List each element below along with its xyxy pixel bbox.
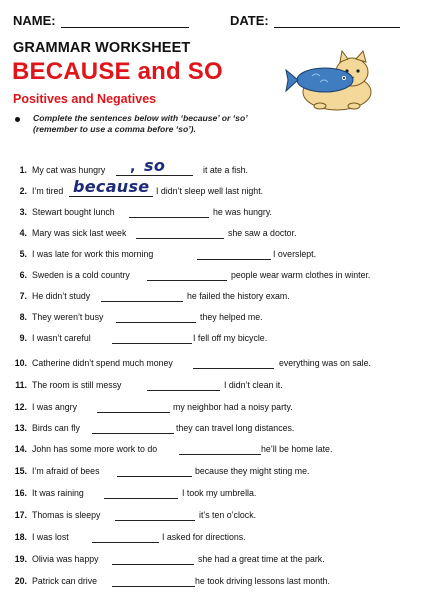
item-number: 3. [19,207,27,217]
sentence-part-1: I’m tired [32,186,64,196]
sentence-part-1: Stewart bought lunch [32,207,115,217]
sentence-part-1: I was lost [32,532,69,542]
sentence-part-1: Sweden is a cold country [32,270,130,280]
handwritten-comma: , [130,159,136,175]
sentence-part-1: Mary was sick last week [32,228,127,238]
exercise-item [0,228,427,242]
item-number: 10. [14,358,27,368]
instructions-line-2: (remember to use a comma before ‘so’). [33,124,196,134]
item-number: 13. [14,423,27,433]
cat-with-fish-icon [282,46,392,112]
sentence-part-1: My cat was hungry [32,165,106,175]
item-number: 12. [14,402,27,412]
item-number: 7. [19,291,27,301]
exercise-item [0,423,427,437]
item-number: 19. [14,554,27,564]
sentence-part-1: He didn’t study [32,291,91,301]
exercise-item [0,402,427,416]
page-subtitle: Positives and Negatives [13,92,157,106]
answer-blank[interactable] [197,259,271,260]
answer-blank[interactable] [129,217,209,218]
sentence-part-2: I took my umbrella. [182,488,257,498]
item-number: 1. [19,165,27,175]
sentence-part-1: John has some more work to do [32,444,158,454]
sentence-part-2: my neighbor had a noisy party. [173,402,293,412]
handwritten-answer: because [73,177,150,196]
exercise-item [0,554,427,568]
answer-blank[interactable] [147,280,227,281]
exercise-item [0,333,427,347]
name-label: NAME: [13,13,56,28]
item-number: 18. [14,532,27,542]
sentence-part-2: she had a great time at the park. [198,554,325,564]
item-number: 9. [19,333,27,343]
sentence-part-1: I’m afraid of bees [32,466,100,476]
item-number: 6. [19,270,27,280]
sentence-part-1: Thomas is sleepy [32,510,101,520]
sentence-part-2: he failed the history exam. [187,291,290,301]
answer-blank[interactable] [92,433,174,434]
item-number: 4. [19,228,27,238]
exercise-item [0,249,427,263]
sentence-part-1: It was raining [32,488,84,498]
sentence-part-1: I was angry [32,402,77,412]
answer-blank[interactable] [112,343,192,344]
item-number: 5. [19,249,27,259]
sentence-part-2: because they might sting me. [195,466,310,476]
date-label: DATE: [230,13,269,28]
answer-blank[interactable] [112,564,194,565]
exercise-item [0,312,427,326]
exercise-item [0,576,427,590]
sentence-part-2: I didn’t clean it. [224,380,283,390]
sentence-part-2: I overslept. [273,249,317,259]
answer-blank[interactable] [92,542,159,543]
sentence-part-2: she saw a doctor. [228,228,297,238]
sentence-part-2: they can travel long distances. [176,423,295,433]
handwritten-answer: so [144,156,166,175]
sentence-part-2: it ate a fish. [203,165,248,175]
sentence-part-2: I asked for directions. [162,532,246,542]
exercise-item [0,291,427,305]
exercise-item [0,532,427,546]
item-number: 16. [14,488,27,498]
answer-blank[interactable] [193,368,274,369]
sentence-part-2: it’s ten o’clock. [199,510,257,520]
answer-blank[interactable] [179,454,261,455]
worksheet-label: GRAMMAR WORKSHEET [13,40,191,56]
instructions-line-1: Complete the sentences below with ‘because’ or ‘so’ [33,113,248,123]
answer-blank[interactable] [101,301,183,302]
answer-blank[interactable] [115,520,195,521]
sentence-part-1: I was late for work this morning [32,249,154,259]
exercise-item [0,156,427,179]
item-number: 20. [14,576,27,586]
answer-blank[interactable] [69,196,153,197]
sentence-part-1: I wasn’t careful [32,333,91,343]
exercise-item [0,270,427,284]
exercise-item [0,466,427,480]
answer-blank[interactable] [104,498,178,499]
sentence-part-2: he’ll be home late. [261,444,333,454]
item-number: 8. [19,312,27,322]
answer-blank[interactable] [116,175,193,176]
sentence-part-1: They weren’t busy [32,312,104,322]
item-number: 15. [14,466,27,476]
answer-blank[interactable] [147,390,220,391]
sentence-part-1: Olivia was happy [32,554,99,564]
exercise-item [0,444,427,458]
item-number: 17. [14,510,27,520]
sentence-part-2: I didn’t sleep well last night. [156,186,264,196]
instructions-bullet [15,117,20,122]
exercise-item [0,380,427,394]
exercise-item [0,177,427,200]
exercise-item [0,207,427,221]
answer-blank[interactable] [112,586,195,587]
sentence-part-1: The room is still messy [32,380,122,390]
answer-blank[interactable] [116,322,196,323]
sentence-part-2: I fell off my bicycle. [193,333,268,343]
name-field[interactable] [61,27,189,28]
item-number: 14. [14,444,27,454]
sentence-part-2: they helped me. [200,312,263,322]
date-field[interactable] [274,27,400,28]
sentence-part-2: everything was on sale. [279,358,371,368]
sentence-part-1: Patrick can drive [32,576,98,586]
sentence-part-2: people wear warm clothes in winter. [231,270,371,280]
instructions [33,113,248,135]
item-number: 11. [15,380,27,390]
answer-blank[interactable] [117,476,192,477]
page-title: BECAUSE and SO [12,58,223,85]
exercise-item [0,510,427,524]
sentence-part-2: he was hungry. [213,207,273,217]
answer-blank[interactable] [136,238,224,239]
sentence-part-1: Catherine didn’t spend much money [32,358,173,368]
exercise-item [0,358,427,372]
sentence-part-1: Birds can fly [32,423,80,433]
answer-blank[interactable] [97,412,170,413]
item-number: 2. [19,186,27,196]
sentence-part-2: he took driving lessons last month. [195,576,330,586]
exercise-item [0,488,427,502]
